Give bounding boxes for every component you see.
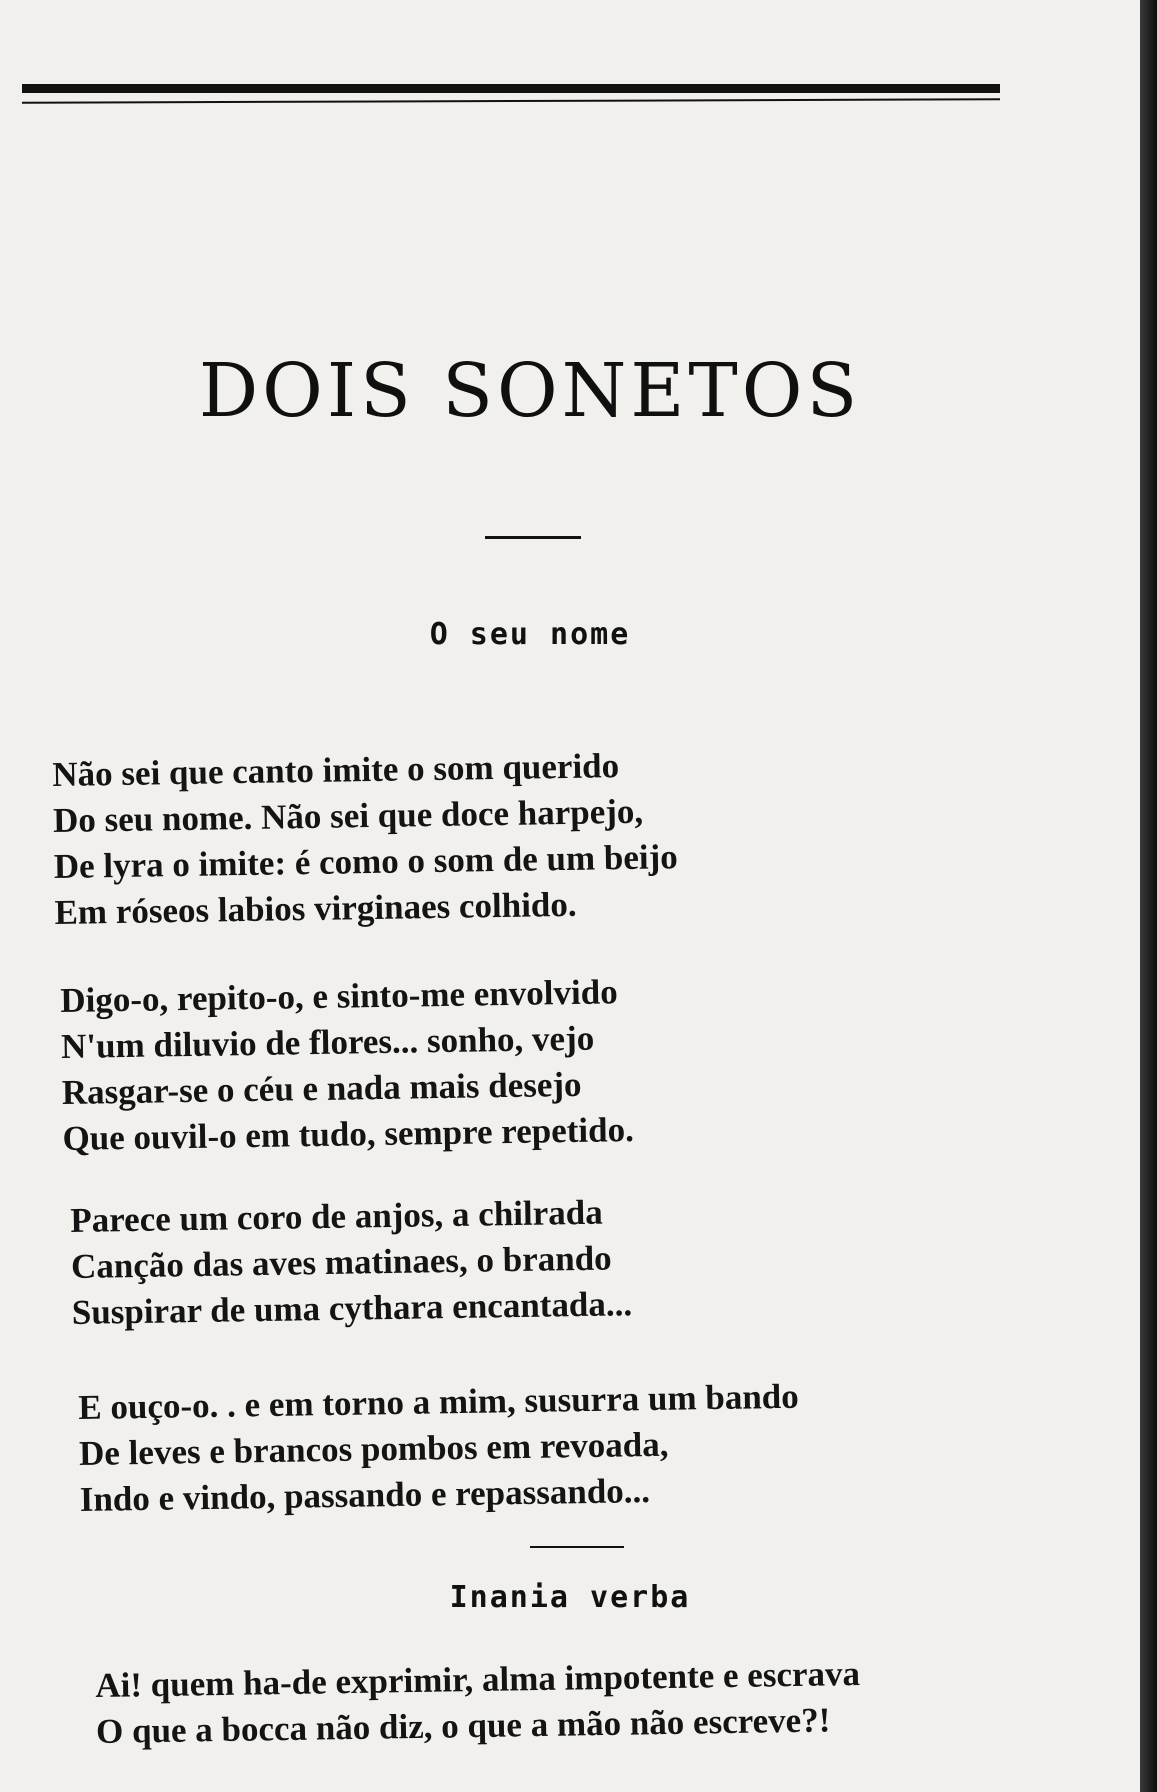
verse-line: O que a bocca não diz, o que a mão não escreve?!	[95, 1700, 831, 1751]
verse-line: Ai! quem ha-de exprimir, alma impotente e escrava	[95, 1653, 861, 1705]
poem-1-stanza-3	[70, 1189, 632, 1336]
verse-line: Digo-o, repito-o, e sinto-me envolvido	[60, 972, 618, 1020]
verse-line: Que ouvil-o em tudo, sempre repetido.	[62, 1110, 635, 1158]
verse-line: E ouço-o. . e em torno a mim, susurra um bando	[78, 1376, 800, 1427]
verse-line: Indo e vindo, passando e repassando...	[79, 1471, 651, 1519]
verse-line: Do seu nome. Não sei que doce harpejo,	[52, 791, 644, 840]
poem-2-title: Inania verba	[449, 1580, 691, 1615]
poem-1-stanza-1	[52, 742, 679, 936]
page-title: DOIS SONETOS	[198, 348, 862, 434]
poem-divider	[530, 1546, 624, 1548]
header-rule-thick	[22, 84, 1000, 93]
verse-line: Suspirar de uma cythara encantada...	[71, 1284, 633, 1332]
verse-line: Não sei que canto imite o som querido	[52, 746, 620, 794]
verse-line: Parece um coro de anjos, a chilrada	[70, 1192, 603, 1240]
page-edge-shadow	[1140, 0, 1157, 1792]
poem-1-stanza-2	[60, 969, 634, 1162]
header-rule-thin	[22, 98, 1000, 103]
verse-line: Rasgar-se o céu e nada mais desejo	[61, 1064, 582, 1112]
verse-line: N'um diluvio de flores... sonho, vejo	[60, 1018, 595, 1066]
title-divider	[485, 536, 581, 539]
verse-line: De leves e brancos pombos em revoada,	[78, 1424, 669, 1473]
verse-line: Canção das aves matinaes, o brando	[70, 1238, 612, 1286]
poem-1-title: O seu nome	[429, 617, 631, 652]
poem-1-stanza-4	[78, 1374, 801, 1523]
verse-line: Em róseos labios virginaes colhido.	[54, 884, 577, 932]
poem-2-stanza-1	[95, 1651, 861, 1755]
verse-line: De lyra o imite: é como o som de um beijo	[53, 837, 679, 886]
